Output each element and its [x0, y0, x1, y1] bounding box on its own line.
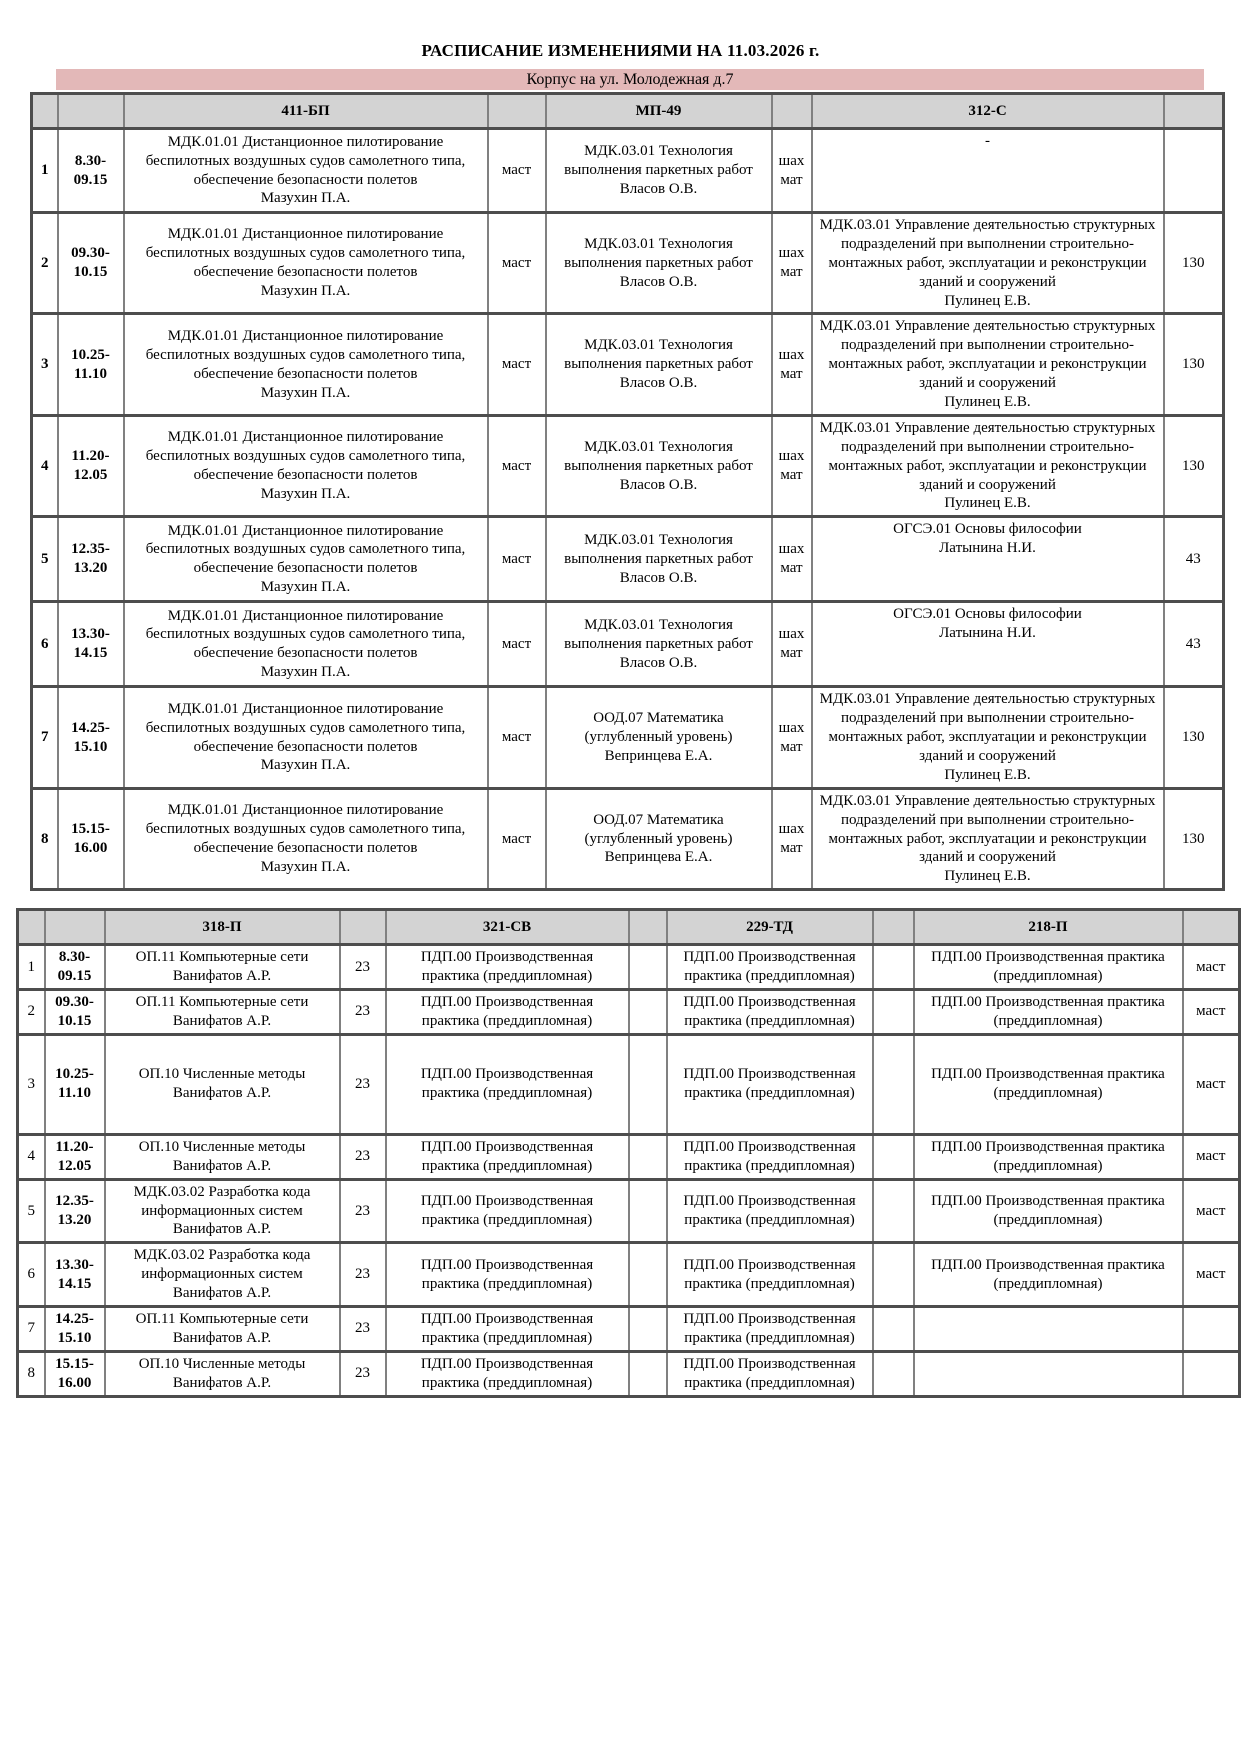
- lesson-cell: [914, 1351, 1183, 1396]
- lesson-cell: [546, 129, 772, 213]
- lesson-teacher: Мазухин П.А.: [260, 858, 351, 875]
- lesson-cell: [914, 1243, 1183, 1307]
- lesson-cell: [667, 1243, 873, 1307]
- lesson-cell: [667, 945, 873, 990]
- schedule-row: [32, 602, 1224, 687]
- time-cell: 09.30-10.15: [45, 990, 105, 1035]
- lesson-subject: ОП.11 Компьютерные сети: [135, 1310, 309, 1327]
- lesson-subject: МДК.01.01 Дистанционное пилотирование беспилотных воздушных судов самолетного типа, обеспечение безопасности полетов: [145, 429, 466, 484]
- lesson-subject: ПДП.00 Производственная практика (преддипломная): [683, 1256, 856, 1292]
- lesson-subject: ООД.07 Математика (углубленный уровень): [584, 710, 733, 746]
- room-cell: 23: [340, 1351, 386, 1396]
- lesson-subject: МДК.03.01 Технология выполнения паркетных работ: [564, 617, 753, 652]
- lesson-cell: [386, 1243, 629, 1307]
- room-cell: 23: [340, 945, 386, 990]
- time-cell: 15.15-16.00: [58, 788, 124, 889]
- room-cell: [873, 1243, 914, 1307]
- room-cell: шахмат: [772, 129, 812, 213]
- time-cell: 13.30-14.15: [45, 1243, 105, 1307]
- room-cell: 23: [340, 1134, 386, 1179]
- room-cell: [629, 1034, 667, 1134]
- lesson-cell: [667, 1134, 873, 1179]
- row-number-header: [18, 910, 45, 945]
- lesson-cell: [914, 945, 1183, 990]
- lesson-subject: ПДП.00 Производственная практика (преддипломная): [931, 1066, 1165, 1102]
- group-room-header: [340, 910, 386, 945]
- row-number: 2: [18, 990, 45, 1035]
- room-cell: 130: [1164, 415, 1224, 516]
- room-cell: 130: [1164, 314, 1224, 415]
- lesson-teacher: Ванифатов А.Р.: [172, 1285, 272, 1302]
- lesson-teacher: Власов О.В.: [619, 569, 698, 586]
- group-name: 312-С: [812, 94, 1164, 129]
- room-cell: маст: [1183, 1034, 1240, 1134]
- lesson-teacher: Власов О.В.: [619, 180, 698, 197]
- lesson-cell: [386, 990, 629, 1035]
- time-cell: 13.30-14.15: [58, 602, 124, 687]
- row-number: 2: [32, 213, 58, 314]
- lesson-subject: ПДП.00 Производственная практика (преддипломная): [931, 1193, 1165, 1228]
- room-cell: [873, 1306, 914, 1351]
- lesson-subject: ПДП.00 Производственная практика (преддипломная): [420, 1193, 594, 1228]
- group-room-header: [873, 910, 914, 945]
- room-cell: шахмат: [772, 314, 812, 415]
- room-cell: [1183, 1306, 1240, 1351]
- lesson-cell: [546, 687, 772, 788]
- lesson-cell: [386, 1351, 629, 1396]
- lesson-subject: МДК.01.01 Дистанционное пилотирование беспилотных воздушных судов самолетного типа, обеспечение безопасности полетов: [145, 133, 466, 188]
- lesson-subject: ОП.11 Компьютерные сети: [135, 949, 309, 966]
- time-cell: 8.30-09.15: [58, 129, 124, 213]
- group-name: 318-П: [105, 910, 340, 945]
- room-cell: маст: [488, 788, 546, 889]
- schedule-row: [18, 1351, 1240, 1396]
- group-room-header: [1164, 94, 1224, 129]
- lesson-subject: ПДП.00 Производственная практика (преддипломная): [683, 994, 856, 1029]
- lesson-teacher: Власов О.В.: [619, 654, 698, 671]
- group-name: МП-49: [546, 94, 772, 129]
- lesson-subject: МДК.03.01 Управление деятельностью структурных подразделений при выполнении строительно-монтажных работ, эксплуатации и реконструкции зданий и сооружений: [819, 792, 1156, 866]
- group-name: 218-П: [914, 910, 1183, 945]
- group-name: 321-СВ: [386, 910, 629, 945]
- time-cell: 8.30-09.15: [45, 945, 105, 990]
- room-cell: маст: [1183, 1243, 1240, 1307]
- schedule-row: [18, 1179, 1240, 1243]
- group-room-header: [1183, 910, 1240, 945]
- lesson-cell: [124, 415, 488, 516]
- room-cell: [629, 1306, 667, 1351]
- room-cell: 130: [1164, 687, 1224, 788]
- lesson-teacher: Пулинец Е.В.: [944, 292, 1031, 309]
- lesson-cell: [546, 314, 772, 415]
- lesson-subject: МДК.03.01 Управление деятельностью структурных подразделений при выполнении строительно-монтажных работ, эксплуатации и реконструкции зданий и сооружений: [819, 691, 1156, 765]
- schedule-table-2: [16, 908, 1241, 1397]
- room-cell: [629, 1179, 667, 1243]
- row-number: 6: [18, 1243, 45, 1307]
- schedule-row: [32, 788, 1224, 889]
- time-cell: 14.25-15.10: [58, 687, 124, 788]
- room-cell: [629, 945, 667, 990]
- room-cell: маст: [488, 687, 546, 788]
- lesson-subject: ПДП.00 Производственная практика (преддипломная): [420, 994, 594, 1029]
- lesson-cell: [546, 788, 772, 889]
- schedule-row: [18, 1134, 1240, 1179]
- room-cell: 43: [1164, 602, 1224, 687]
- lesson-cell: [105, 1351, 340, 1396]
- lesson-subject: МДК.03.01 Технология выполнения паркетных работ: [564, 438, 753, 474]
- lesson-subject: ПДП.00 Производственная практика (преддипломная): [420, 1066, 594, 1102]
- schedule-table-2-body: [18, 910, 1240, 1396]
- time-cell: 12.35-13.20: [58, 517, 124, 602]
- room-cell: 23: [340, 1179, 386, 1243]
- lesson-cell: [546, 602, 772, 687]
- lesson-cell: [124, 788, 488, 889]
- room-cell: 130: [1164, 213, 1224, 314]
- lesson-cell: [105, 1134, 340, 1179]
- schedule-row: [18, 1306, 1240, 1351]
- schedule-row: [18, 945, 1240, 990]
- lesson-subject: ОП.10 Численные методы: [138, 1355, 306, 1372]
- lesson-cell: [546, 213, 772, 314]
- time-cell: 15.15-16.00: [45, 1351, 105, 1396]
- time-header: [58, 94, 124, 129]
- lesson-subject: ПДП.00 Производственная практика (преддипломная): [420, 949, 594, 985]
- lesson-subject: ПДП.00 Производственная практика (преддипломная): [931, 949, 1165, 985]
- room-cell: [629, 1134, 667, 1179]
- campus-banner: Корпус на ул. Молодежная д.7: [56, 69, 1204, 90]
- lesson-teacher: Ванифатов А.Р.: [172, 1221, 272, 1238]
- lesson-cell: [812, 687, 1164, 788]
- lesson-cell: [914, 1134, 1183, 1179]
- time-cell: 12.35-13.20: [45, 1179, 105, 1243]
- room-cell: [629, 1243, 667, 1307]
- room-cell: маст: [1183, 945, 1240, 990]
- lesson-teacher: Латынина Н.И.: [939, 540, 1036, 557]
- lesson-cell: [124, 213, 488, 314]
- room-cell: шахмат: [772, 415, 812, 516]
- schedule-row: [32, 314, 1224, 415]
- room-cell: 43: [1164, 517, 1224, 602]
- lesson-cell: [546, 415, 772, 516]
- room-cell: шахмат: [772, 213, 812, 314]
- lesson-subject: ПДП.00 Производственная практика (преддипломная): [683, 1193, 856, 1228]
- room-cell: маст: [488, 415, 546, 516]
- room-cell: 23: [340, 990, 386, 1035]
- lesson-subject: МДК.01.01 Дистанционное пилотирование беспилотных воздушных судов самолетного типа, обеспечение безопасности полетов: [145, 607, 466, 662]
- lesson-cell: [124, 687, 488, 788]
- lesson-cell: [914, 1179, 1183, 1243]
- lesson-subject: МДК.01.01 Дистанционное пилотирование беспилотных воздушных судов самолетного типа, обеспечение безопасности полетов: [145, 522, 466, 577]
- lesson-teacher: Пулинец Е.В.: [944, 495, 1031, 512]
- lesson-teacher: Мазухин П.А.: [260, 384, 351, 401]
- lesson-teacher: Мазухин П.А.: [260, 283, 351, 300]
- schedule-row: [18, 1243, 1240, 1307]
- lesson-cell: [667, 1034, 873, 1134]
- group-room-header: [488, 94, 546, 129]
- row-number: 1: [32, 129, 58, 213]
- lesson-teacher: Мазухин П.А.: [260, 579, 351, 596]
- lesson-subject: МДК.01.01 Дистанционное пилотирование беспилотных воздушных судов самолетного типа, обеспечение безопасности полетов: [145, 327, 466, 382]
- row-number: 8: [32, 788, 58, 889]
- lesson-cell: [124, 602, 488, 687]
- room-cell: [1164, 129, 1224, 213]
- row-number: 5: [32, 517, 58, 602]
- lesson-cell: [812, 788, 1164, 889]
- schedule-row: [18, 1034, 1240, 1134]
- lesson-subject: МДК.03.01 Технология выполнения паркетных работ: [564, 337, 753, 373]
- lesson-teacher: Ванифатов А.Р.: [172, 968, 272, 985]
- lesson-cell: [812, 314, 1164, 415]
- lesson-teacher: Власов О.В.: [619, 273, 698, 290]
- row-number: 1: [18, 945, 45, 990]
- group-room-header: [629, 910, 667, 945]
- row-number-header: [32, 94, 58, 129]
- time-cell: 09.30-10.15: [58, 213, 124, 314]
- room-cell: [873, 1034, 914, 1134]
- lesson-cell: [105, 990, 340, 1035]
- lesson-subject: ПДП.00 Производственная практика (преддипломная): [420, 1138, 594, 1174]
- schedule-table-1-body: [32, 94, 1224, 890]
- schedule-row: [32, 415, 1224, 516]
- lesson-subject: ПДП.00 Производственная практика (преддипломная): [420, 1310, 594, 1346]
- lesson-subject: МДК.03.01 Управление деятельностью структурных подразделений при выполнении строительно-монтажных работ, эксплуатации и реконструкции зданий и сооружений: [819, 217, 1156, 290]
- lesson-subject: МДК.03.02 Разработка кода информационных систем: [133, 1183, 311, 1219]
- lesson-subject: -: [985, 133, 990, 149]
- lesson-teacher: Мазухин П.А.: [260, 190, 351, 207]
- lesson-teacher: Ванифатов А.Р.: [172, 1012, 272, 1029]
- row-number: 4: [32, 415, 58, 516]
- lesson-teacher: Вепринцева Е.А.: [604, 849, 713, 866]
- row-number: 7: [18, 1306, 45, 1351]
- group-header-row: [32, 94, 1224, 129]
- room-cell: [873, 1179, 914, 1243]
- lesson-teacher: Ванифатов А.Р.: [172, 1157, 272, 1174]
- row-number: 7: [32, 687, 58, 788]
- schedule-row: [32, 687, 1224, 788]
- lesson-teacher: Мазухин П.А.: [260, 486, 351, 503]
- room-cell: маст: [488, 129, 546, 213]
- lesson-cell: [812, 602, 1164, 687]
- lesson-cell: [667, 1306, 873, 1351]
- row-number: 5: [18, 1179, 45, 1243]
- lesson-subject: МДК.03.01 Технология выполнения паркетных работ: [564, 143, 753, 179]
- room-cell: маст: [1183, 1134, 1240, 1179]
- group-header-row: [18, 910, 1240, 945]
- lesson-teacher: Мазухин П.А.: [260, 664, 351, 681]
- room-cell: [1183, 1351, 1240, 1396]
- room-cell: [873, 1134, 914, 1179]
- lesson-cell: [105, 1179, 340, 1243]
- row-number: 3: [18, 1034, 45, 1134]
- room-cell: [873, 1351, 914, 1396]
- lesson-cell: [812, 415, 1164, 516]
- lesson-subject: ОГСЭ.01 Основы философии: [893, 606, 1082, 623]
- schedule-row: [32, 213, 1224, 314]
- time-cell: 11.20-12.05: [45, 1134, 105, 1179]
- schedule-row: [32, 129, 1224, 213]
- lesson-subject: МДК.03.02 Разработка кода информационных систем: [133, 1247, 311, 1283]
- lesson-teacher: Латынина Н.И.: [939, 625, 1036, 642]
- row-number: 8: [18, 1351, 45, 1396]
- time-cell: 11.20-12.05: [58, 415, 124, 516]
- lesson-subject: ПДП.00 Производственная практика (преддипломная): [683, 1310, 856, 1346]
- lesson-cell: [124, 314, 488, 415]
- room-cell: [629, 990, 667, 1035]
- room-cell: [629, 1351, 667, 1396]
- lesson-teacher: Пулинец Е.В.: [944, 394, 1031, 411]
- lesson-teacher: Ванифатов А.Р.: [172, 1085, 272, 1102]
- lesson-teacher: Власов О.В.: [619, 476, 698, 493]
- group-name: 229-ТД: [667, 910, 873, 945]
- room-cell: шахмат: [772, 602, 812, 687]
- lesson-cell: [124, 517, 488, 602]
- room-cell: маст: [1183, 1179, 1240, 1243]
- row-number: 3: [32, 314, 58, 415]
- lesson-subject: ООД.07 Математика (углубленный уровень): [584, 811, 733, 847]
- lesson-subject: ПДП.00 Производственная практика (преддипломная): [683, 1355, 856, 1391]
- lesson-teacher: Ванифатов А.Р.: [172, 1329, 272, 1346]
- lesson-subject: МДК.01.01 Дистанционное пилотирование беспилотных воздушных судов самолетного типа, обеспечение безопасности полетов: [145, 700, 466, 755]
- lesson-cell: [105, 945, 340, 990]
- lesson-cell: [546, 517, 772, 602]
- lesson-subject: ПДП.00 Производственная практика (преддипломная): [420, 1256, 594, 1292]
- lesson-subject: МДК.01.01 Дистанционное пилотирование беспилотных воздушных судов самолетного типа, обеспечение безопасности полетов: [145, 226, 466, 281]
- room-cell: 23: [340, 1243, 386, 1307]
- room-cell: маст: [1183, 990, 1240, 1035]
- room-cell: 23: [340, 1306, 386, 1351]
- lesson-teacher: Вепринцева Е.А.: [604, 748, 713, 765]
- lesson-subject: МДК.03.01 Технология выполнения паркетных работ: [564, 235, 753, 271]
- lesson-cell: [667, 1179, 873, 1243]
- schedule-row: [18, 990, 1240, 1035]
- lesson-cell: [667, 990, 873, 1035]
- lesson-subject: МДК.03.01 Управление деятельностью структурных подразделений при выполнении строительно-монтажных работ, эксплуатации и реконструкции зданий и сооружений: [819, 318, 1156, 392]
- lesson-subject: МДК.03.01 Управление деятельностью структурных подразделений при выполнении строительно-монтажных работ, эксплуатации и реконструкции зданий и сооружений: [819, 419, 1156, 493]
- lesson-subject: ОГСЭ.01 Основы философии: [893, 521, 1082, 538]
- time-header: [45, 910, 105, 945]
- time-cell: 10.25-11.10: [45, 1034, 105, 1134]
- lesson-cell: [914, 990, 1183, 1035]
- time-cell: 10.25-11.10: [58, 314, 124, 415]
- lesson-subject: МДК.03.01 Технология выполнения паркетных работ: [564, 532, 753, 567]
- room-cell: [873, 990, 914, 1035]
- lesson-cell: [386, 1179, 629, 1243]
- room-cell: маст: [488, 213, 546, 314]
- lesson-cell: [105, 1306, 340, 1351]
- lesson-cell: [386, 945, 629, 990]
- group-room-header: [772, 94, 812, 129]
- lesson-subject: ОП.11 Компьютерные сети: [135, 994, 309, 1011]
- lesson-subject: ПДП.00 Производственная практика (преддипломная): [931, 1138, 1165, 1174]
- lesson-cell: [667, 1351, 873, 1396]
- room-cell: шахмат: [772, 788, 812, 889]
- lesson-cell: [386, 1306, 629, 1351]
- lesson-cell: [914, 1306, 1183, 1351]
- schedule-table-1: [30, 92, 1225, 891]
- room-cell: шахмат: [772, 517, 812, 602]
- time-cell: 14.25-15.10: [45, 1306, 105, 1351]
- room-cell: шахмат: [772, 687, 812, 788]
- group-name: 411-БП: [124, 94, 488, 129]
- lesson-cell: [914, 1034, 1183, 1134]
- row-number: 4: [18, 1134, 45, 1179]
- lesson-teacher: Мазухин П.А.: [260, 757, 351, 774]
- lesson-teacher: Пулинец Е.В.: [944, 868, 1031, 885]
- schedule-row: [32, 517, 1224, 602]
- room-cell: маст: [488, 314, 546, 415]
- lesson-subject: ОП.10 Численные методы: [138, 1066, 306, 1083]
- lesson-subject: МДК.01.01 Дистанционное пилотирование беспилотных воздушных судов самолетного типа, обеспечение безопасности полетов: [145, 802, 466, 857]
- lesson-subject: ПДП.00 Производственная практика (преддипломная): [683, 1066, 856, 1102]
- page-title: РАСПИСАНИЕ ИЗМЕНЕНИЯМИ НА 11.03.2026 г.: [421, 41, 820, 60]
- lesson-subject: ПДП.00 Производственная практика (преддипломная): [931, 994, 1165, 1029]
- lesson-cell: [124, 129, 488, 213]
- lesson-subject: ПДП.00 Производственная практика (преддипломная): [683, 949, 856, 985]
- room-cell: маст: [488, 602, 546, 687]
- lesson-teacher: Пулинец Е.В.: [944, 766, 1031, 783]
- row-number: 6: [32, 602, 58, 687]
- room-cell: 23: [340, 1034, 386, 1134]
- lesson-cell: [812, 129, 1164, 213]
- lesson-teacher: Власов О.В.: [619, 375, 698, 392]
- lesson-cell: [105, 1034, 340, 1134]
- lesson-subject: ОП.10 Численные методы: [138, 1138, 306, 1155]
- lesson-cell: [812, 213, 1164, 314]
- lesson-cell: [105, 1243, 340, 1307]
- lesson-subject: ПДП.00 Производственная практика (преддипломная): [931, 1256, 1165, 1292]
- lesson-cell: [812, 517, 1164, 602]
- room-cell: маст: [488, 517, 546, 602]
- lesson-subject: ПДП.00 Производственная практика (преддипломная): [683, 1138, 856, 1174]
- lesson-cell: [386, 1034, 629, 1134]
- lesson-teacher: Ванифатов А.Р.: [172, 1374, 272, 1391]
- room-cell: 130: [1164, 788, 1224, 889]
- lesson-subject: ПДП.00 Производственная практика (преддипломная): [420, 1355, 594, 1391]
- lesson-cell: [386, 1134, 629, 1179]
- room-cell: [873, 945, 914, 990]
